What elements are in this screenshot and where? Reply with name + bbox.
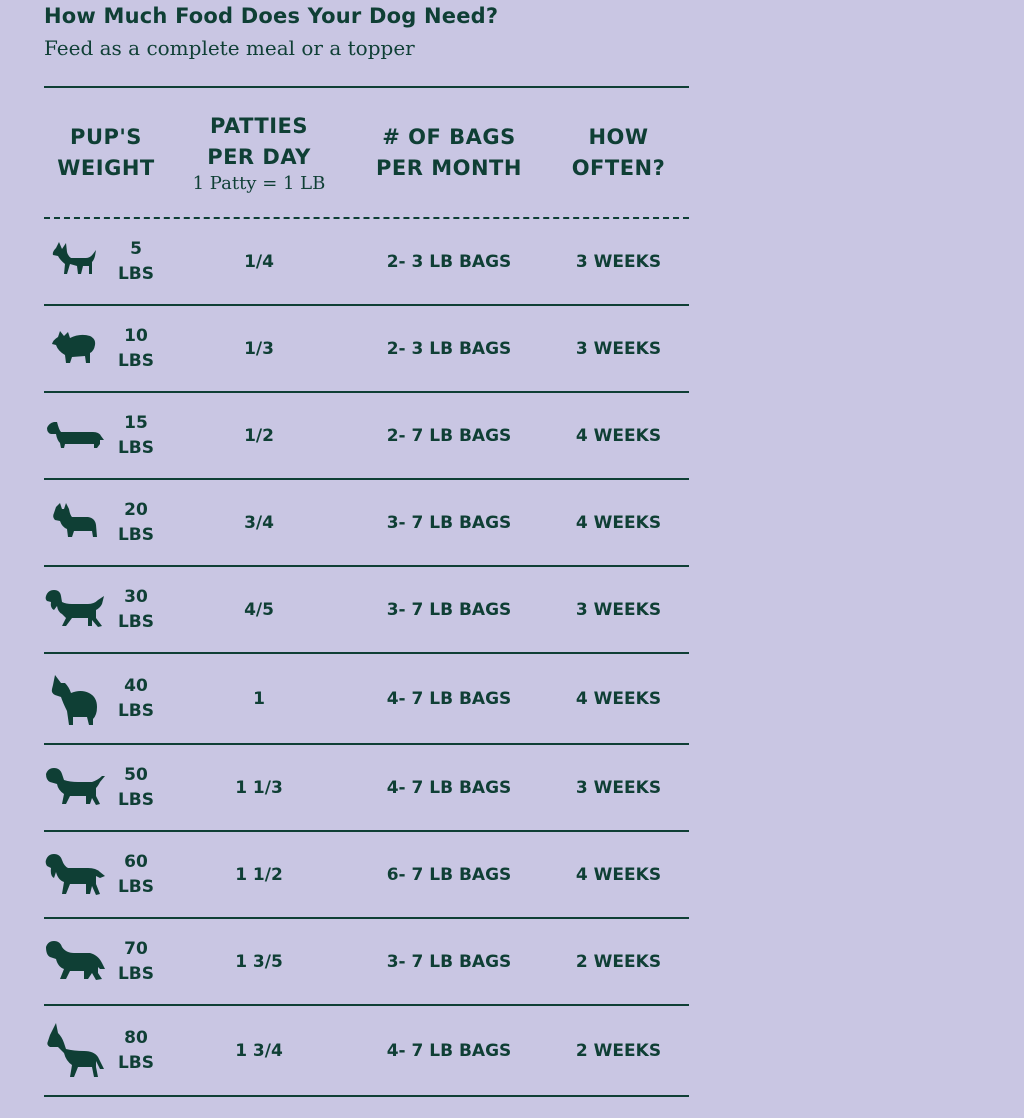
weight-value: 60	[124, 851, 148, 872]
bags-cell: 6- 7 LB BAGS	[386, 864, 512, 885]
table-row	[44, 306, 689, 393]
weight-cell	[106, 219, 166, 304]
bags-cell: 3- 7 LB BAGS	[386, 951, 512, 972]
header-often-line-1: HOW	[588, 124, 649, 149]
header-weight	[44, 88, 168, 217]
header-weight-line-2: WEIGHT	[57, 155, 155, 180]
header-weight-line-1: PUP'S	[70, 124, 142, 149]
header-patties-note: 1 Patty = 1 LB	[192, 172, 326, 194]
table-row	[44, 654, 689, 745]
table-row	[44, 1006, 689, 1097]
often-cell: 3 WEEKS	[575, 251, 662, 272]
french-bulldog-icon	[44, 480, 106, 565]
weight-value: 20	[124, 499, 148, 520]
table-row	[44, 393, 689, 480]
weight-value: 80	[124, 1027, 148, 1048]
patties-cell: 3/4	[244, 512, 274, 533]
header-bags-line-2: PER MONTH	[376, 155, 522, 180]
weight-value: 15	[124, 412, 148, 433]
weight-cell	[106, 745, 166, 830]
patties-cell: 1/3	[244, 338, 274, 359]
patties-cell: 1 3/5	[235, 951, 283, 972]
labrador-icon	[44, 745, 106, 830]
often-cell: 4 WEEKS	[575, 864, 662, 885]
bags-cell: 2- 3 LB BAGS	[386, 338, 512, 359]
table-header	[44, 88, 689, 219]
weight-unit: LBS	[117, 524, 155, 545]
table-row	[44, 567, 689, 654]
often-cell: 2 WEEKS	[575, 1040, 662, 1061]
weight-cell	[106, 480, 166, 565]
weight-unit: LBS	[117, 876, 155, 897]
weight-unit: LBS	[117, 350, 155, 371]
weight-cell	[106, 654, 166, 743]
table-row	[44, 219, 689, 306]
table-row	[44, 919, 689, 1006]
weight-cell	[106, 567, 166, 652]
weight-unit: LBS	[117, 700, 155, 721]
often-cell: 3 WEEKS	[575, 777, 662, 798]
page-subtitle: Feed as a complete meal or a topper	[44, 36, 415, 60]
often-cell: 2 WEEKS	[575, 951, 662, 972]
weight-unit: LBS	[117, 1052, 155, 1073]
often-cell: 4 WEEKS	[575, 512, 662, 533]
patties-cell: 1/4	[244, 251, 274, 272]
bags-cell: 2- 3 LB BAGS	[386, 251, 512, 272]
weight-cell	[106, 393, 166, 478]
table-row	[44, 480, 689, 567]
patties-cell: 1 1/2	[235, 864, 283, 885]
weight-value: 50	[124, 764, 148, 785]
weight-unit: LBS	[117, 611, 155, 632]
patties-cell: 1	[253, 688, 265, 709]
patties-cell: 1 1/3	[235, 777, 283, 798]
header-often	[548, 88, 689, 217]
weight-value: 30	[124, 586, 148, 607]
weight-value: 40	[124, 675, 148, 696]
often-cell: 4 WEEKS	[575, 425, 662, 446]
header-patties-line-1: PATTIES	[210, 113, 308, 138]
often-cell: 3 WEEKS	[575, 599, 662, 620]
weight-value: 10	[124, 325, 148, 346]
feeding-table	[44, 86, 689, 1097]
weight-value: 70	[124, 938, 148, 959]
pomeranian-icon	[44, 306, 106, 391]
page-title: How Much Food Does Your Dog Need?	[44, 4, 499, 28]
header-bags	[350, 88, 548, 217]
weight-cell	[106, 1006, 166, 1095]
weight-unit: LBS	[117, 263, 155, 284]
weight-cell	[106, 306, 166, 391]
husky-icon	[44, 654, 106, 743]
patties-cell: 4/5	[244, 599, 274, 620]
dachshund-icon	[44, 393, 106, 478]
retriever-icon	[44, 919, 106, 1004]
header-patties-line-2: PER DAY	[207, 144, 311, 169]
patties-cell: 1/2	[244, 425, 274, 446]
patties-cell: 1 3/4	[235, 1040, 283, 1061]
bags-cell: 3- 7 LB BAGS	[386, 512, 512, 533]
table-row	[44, 832, 689, 919]
table-body	[44, 219, 689, 1097]
weight-value: 5	[130, 238, 142, 259]
header-often-line-2: OFTEN?	[571, 155, 666, 180]
bags-cell: 4- 7 LB BAGS	[386, 688, 512, 709]
bags-cell: 4- 7 LB BAGS	[386, 1040, 512, 1061]
often-cell: 4 WEEKS	[575, 688, 662, 709]
header-bags-line-1: # OF BAGS	[382, 124, 516, 149]
header-patties	[168, 88, 350, 217]
often-cell: 3 WEEKS	[575, 338, 662, 359]
setter-icon	[44, 832, 106, 917]
weight-unit: LBS	[117, 789, 155, 810]
weight-cell	[106, 919, 166, 1004]
weight-unit: LBS	[117, 963, 155, 984]
chihuahua-icon	[44, 219, 106, 304]
bags-cell: 3- 7 LB BAGS	[386, 599, 512, 620]
weight-unit: LBS	[117, 437, 155, 458]
bags-cell: 4- 7 LB BAGS	[386, 777, 512, 798]
bags-cell: 2- 7 LB BAGS	[386, 425, 512, 446]
weight-cell	[106, 832, 166, 917]
great-dane-icon	[44, 1006, 106, 1095]
table-row	[44, 745, 689, 832]
spaniel-icon	[44, 567, 106, 652]
